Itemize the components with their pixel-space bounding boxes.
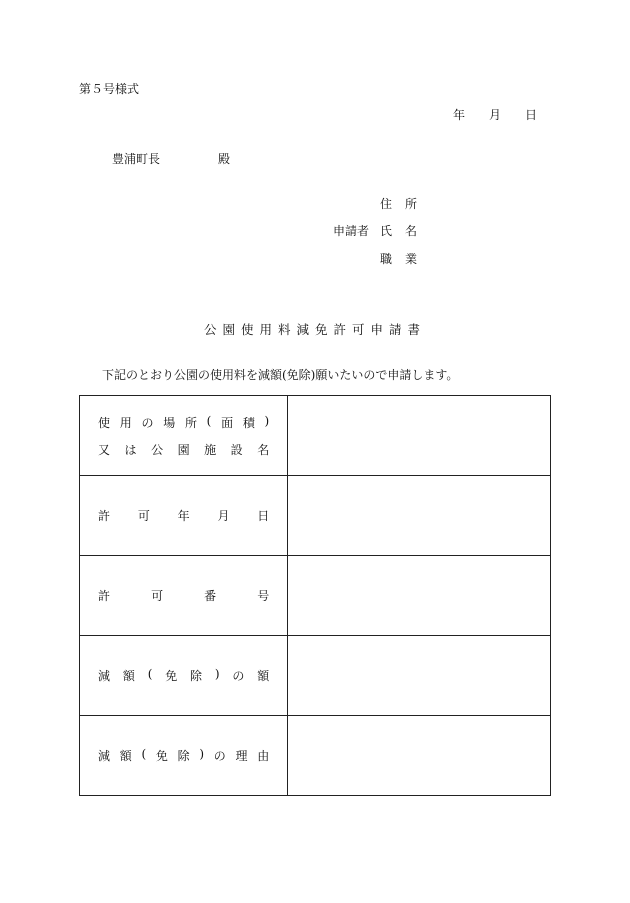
- row-label: 減 額 ( 免 除 ) の 額: [98, 667, 270, 683]
- row-label-cell: [80, 716, 288, 796]
- table-row: [80, 716, 551, 796]
- row-value-field[interactable]: [288, 396, 551, 476]
- row-label-cell: [80, 556, 288, 636]
- row-label: 許 可 番 号: [98, 589, 270, 603]
- addressee-name: 豊浦町長: [112, 152, 161, 166]
- table-row: [80, 636, 551, 716]
- applicant-label: 申請者: [333, 224, 370, 238]
- application-table: [79, 395, 551, 796]
- row-label: 減 額 ( 免 除 ) の 理 由: [98, 747, 270, 763]
- addressee: [112, 150, 230, 167]
- row-label: 許 可 年 月 日: [98, 509, 270, 523]
- row-label-cell: [80, 396, 288, 476]
- document-title: 公園使用料減免許可申請書: [203, 322, 426, 337]
- row-label-cell: [80, 476, 288, 556]
- table-row: [80, 396, 551, 476]
- date-day-label: 日: [525, 108, 538, 122]
- form-number: 第５号様式: [79, 82, 140, 96]
- address-label: 住所: [380, 197, 431, 211]
- name-label: 氏名: [380, 224, 431, 238]
- table-row: [80, 556, 551, 636]
- row-value-field[interactable]: [288, 636, 551, 716]
- row-label: 又 は 公 園 施 設 名: [98, 442, 270, 457]
- intro-text: 下記のとおり公園の使用料を減額(免除)願いたいので申請します。: [102, 368, 459, 382]
- date-line: [453, 106, 537, 123]
- date-month-label: 月: [489, 108, 502, 122]
- row-label: 使 用 の 場 所 ( 面 積 ): [98, 413, 270, 430]
- row-value-field[interactable]: [288, 716, 551, 796]
- row-value-field[interactable]: [288, 556, 551, 636]
- date-year-label: 年: [453, 108, 466, 122]
- row-label-cell: [80, 636, 288, 716]
- addressee-honorific: 殿: [218, 152, 231, 166]
- occupation-label: 職業: [380, 252, 431, 266]
- table-row: [80, 476, 551, 556]
- row-value-field[interactable]: [288, 476, 551, 556]
